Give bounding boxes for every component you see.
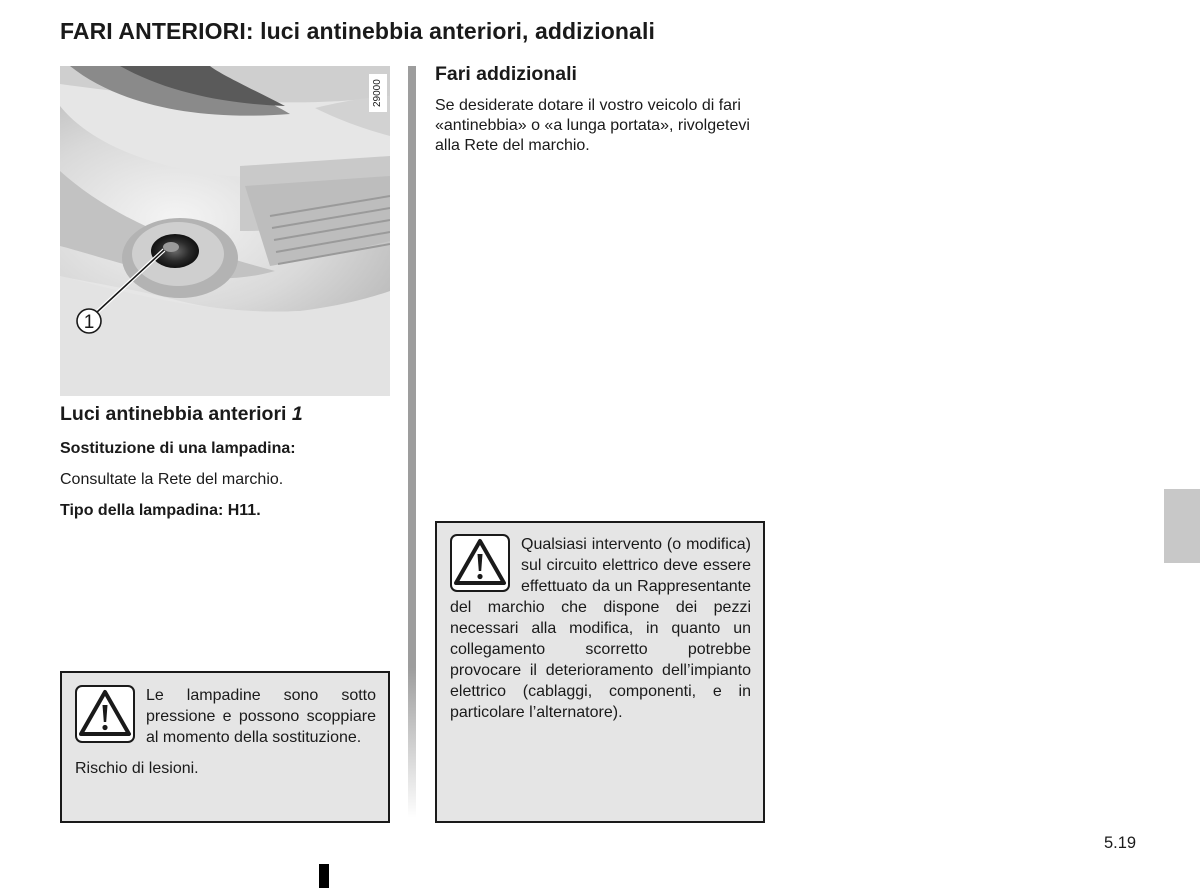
electrical-circuit-warning-text: Qualsiasi intervento (o modifica) sul circuito elettrico deve essere effettuato da un Rappresentante del marchio che dispone dei pezzi necessari alla modifica, in quanto un collegamento scorretto potrebbe provocare il deterioramento dell’impianto elettrico (cablaggi, componenti, e in particolare l’alternatore). xyxy=(450,536,751,721)
warning-triangle-icon xyxy=(450,534,510,592)
page-title: FARI ANTERIORI: luci antinebbia anteriori, addizionali xyxy=(60,18,655,44)
electrical-circuit-warning xyxy=(435,521,765,823)
crop-mark xyxy=(319,864,329,888)
bulb-replacement-text: Consultate la Rete del marchio. xyxy=(60,471,284,488)
additional-lights-section xyxy=(435,60,770,156)
additional-lights-heading: Fari addizionali xyxy=(435,63,577,85)
fog-light-heading-number: 1 xyxy=(291,403,303,425)
bulb-replacement-label: Sostituzione di una lampadina: xyxy=(60,440,296,457)
additional-lights-text: Se desiderate dotare il vostro veicolo di fari «antinebbia» o «a lunga portata», rivolgetevi alla Rete del marchio. xyxy=(435,97,750,154)
bulb-pressure-warning-text: Le lampadine sono sotto pressione e possono scoppiare al momento della sostituzione. xyxy=(146,687,376,746)
figure-code: 29000 xyxy=(369,74,387,112)
callout-number: 1 xyxy=(83,312,95,333)
page-number: 5.19 xyxy=(1104,834,1137,852)
chapter-tab xyxy=(1164,489,1200,563)
injury-risk-text: Rischio di lesioni. xyxy=(75,760,199,777)
fog-light-figure xyxy=(60,66,390,396)
fog-light-heading-text: Luci antinebbia anteriori xyxy=(60,403,287,425)
column-divider xyxy=(408,66,416,818)
fog-light-section xyxy=(60,400,390,521)
fog-light-heading xyxy=(60,400,390,428)
bulb-pressure-warning xyxy=(60,671,390,823)
warning-triangle-icon xyxy=(75,685,135,743)
bulb-type: Tipo della lampadina: H11. xyxy=(60,502,261,519)
